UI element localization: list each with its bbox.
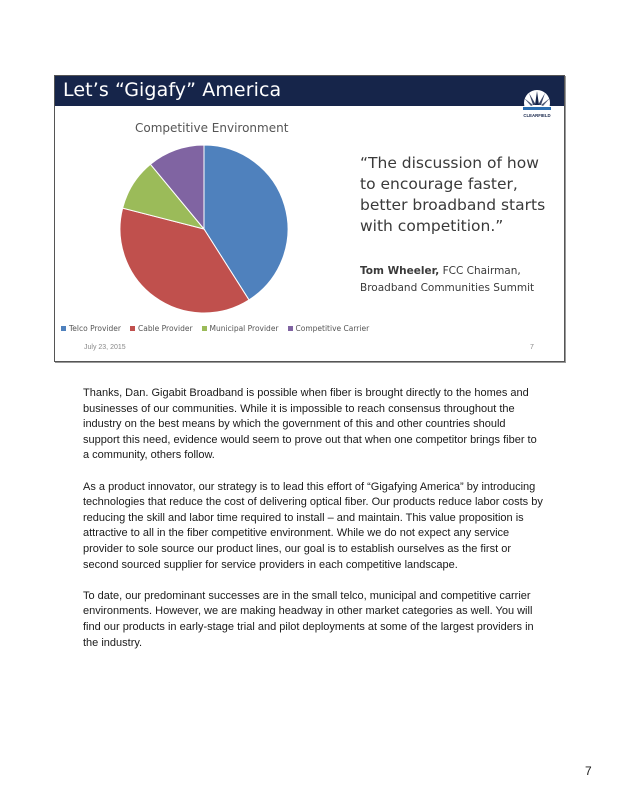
- legend-swatch: [202, 326, 207, 331]
- page-number: 7: [585, 764, 592, 778]
- slide-title: Let’s “Gigafy” America: [63, 79, 282, 101]
- notes-paragraph: Thanks, Dan. Gigabit Broadband is possible when fiber is brought directly to the homes and businesses of our communities. While it is impossible to reach consensus throughout the industry on the best means by which the government of this and other countries should support this need, evidence would seem to prove out that when one competitor brings fiber to a community, others follow.: [83, 387, 537, 462]
- quote-attribution: [360, 263, 560, 297]
- slide-thumbnail: [54, 75, 565, 362]
- legend-item: [202, 324, 279, 333]
- notes-paragraph: To date, our predominant successes are in the small telco, municipal and competitive carrier environments. However, we are making headway in other market categories as well. You will find our products in early-stage trial and pilot deployments at some of the largest providers in the industry.: [83, 589, 534, 649]
- chart-title: Competitive Environment: [135, 121, 289, 135]
- legend-swatch: [288, 326, 293, 331]
- legend-label: Telco Provider: [69, 324, 121, 333]
- attribution-name: Tom Wheeler,: [360, 265, 440, 277]
- slide-date: July 23, 2015: [84, 344, 126, 351]
- legend-item: [61, 324, 121, 333]
- speaker-notes: [83, 386, 545, 667]
- legend-swatch: [130, 326, 135, 331]
- quote-text: “The discussion of how to encourage faster, better broadband starts with competition.”: [360, 154, 546, 235]
- chart-legend: [61, 324, 369, 333]
- notes-paragraph: As a product innovator, our strategy is to lead this effort of “Gigafying America” by introducing technologies that reduce the cost of delivering optical fiber. Our products reduce labor costs by reducing the skill and labor time required to install – and maintain. This value proposition is attractive to all in the fiber competitive environment. While we do not expect any service provider to sole source our product lines, our goal is to establish ourselves as the first or second sourced supplier for service providers in each competitive landscape.: [83, 480, 543, 571]
- legend-swatch: [61, 326, 66, 331]
- legend-label: Cable Provider: [137, 324, 193, 333]
- legend-label: Competitive Carrier: [295, 324, 370, 333]
- logo-text: CLEARFIELD: [523, 113, 551, 118]
- attribution-role: FCC Chairman, Broadband Communities Summit: [360, 265, 535, 294]
- legend-label: Municipal Provider: [209, 324, 279, 333]
- slide-number: 7: [530, 344, 534, 351]
- legend-item: [288, 324, 370, 333]
- legend-item: [130, 324, 193, 333]
